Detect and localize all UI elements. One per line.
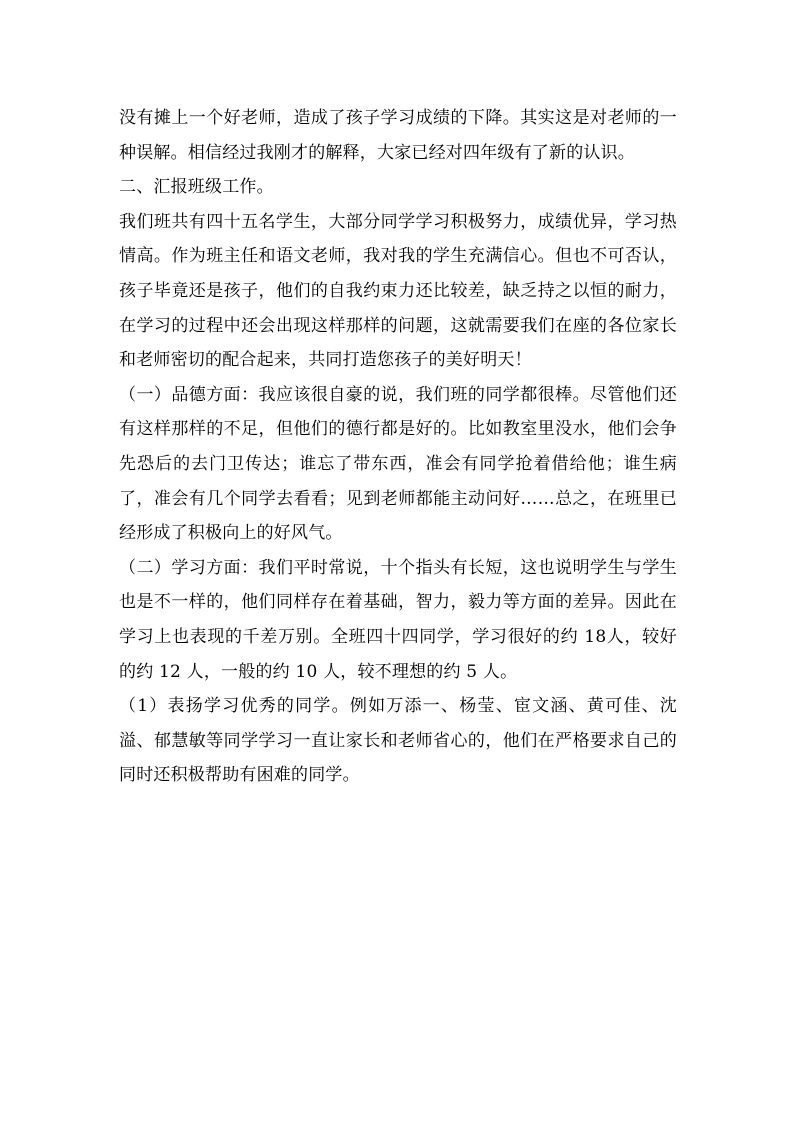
paragraph-praise-students: （1）表扬学习优秀的同学。例如万添一、杨莹、宦文涵、黄可佳、沈溢、郁慧敏等同学学习一直让家长和老师省心的，他们在严格要求自己的同时还积极帮助有困难的同学。 (119, 696, 677, 786)
section-heading-class-report: 二、汇报班级工作。 (119, 177, 274, 198)
paragraph-intro-continuation: 没有摊上一个好老师，造成了孩子学习成绩的下降。其实这是对老师的一种误解。相信经过我刚才的解释，大家已经对四年级有了新的认识。 (119, 108, 677, 163)
paragraph-class-overview: 我们班共有四十五名学生，大部分同学学习积极努力，成绩优异，学习热情高。作为班主任和语文老师，我对我的学生充满信心。但也不可否认，孩子毕竟还是孩子，他们的自我约束力还比较差，缺乏持之以恒的耐力，在学习的过程中还会出现这样那样的问题，这就需要我们在座的各位家长和老师密切的配合起来，共同打造您孩子的美好明天！ (119, 211, 677, 371)
document-body (119, 101, 677, 793)
paragraph-study-aspect: （二）学习方面：我们平时常说，十个指头有长短，这也说明学生与学生也是不一样的，他们同样存在着基础，智力，毅力等方面的差异。因此在学习上也表现的千差万别。全班四十四同学，学习很好的约 18人，较好的约 12 人，一般的约 10 人，较不理想的约 5 人。 (119, 557, 677, 682)
paragraph-moral-aspect: （一）品德方面：我应该很自豪的说，我们班的同学都很棒。尽管他们还有这样那样的不足，但他们的德行都是好的。比如教室里没水，他们会争先恐后的去门卫传达；谁忘了带东西，准会有同学抢着借给他；谁生病了，准会有几个同学去看看；见到老师都能主动问好……总之，在班里已经形成了积极向上的好风气。 (119, 384, 677, 544)
